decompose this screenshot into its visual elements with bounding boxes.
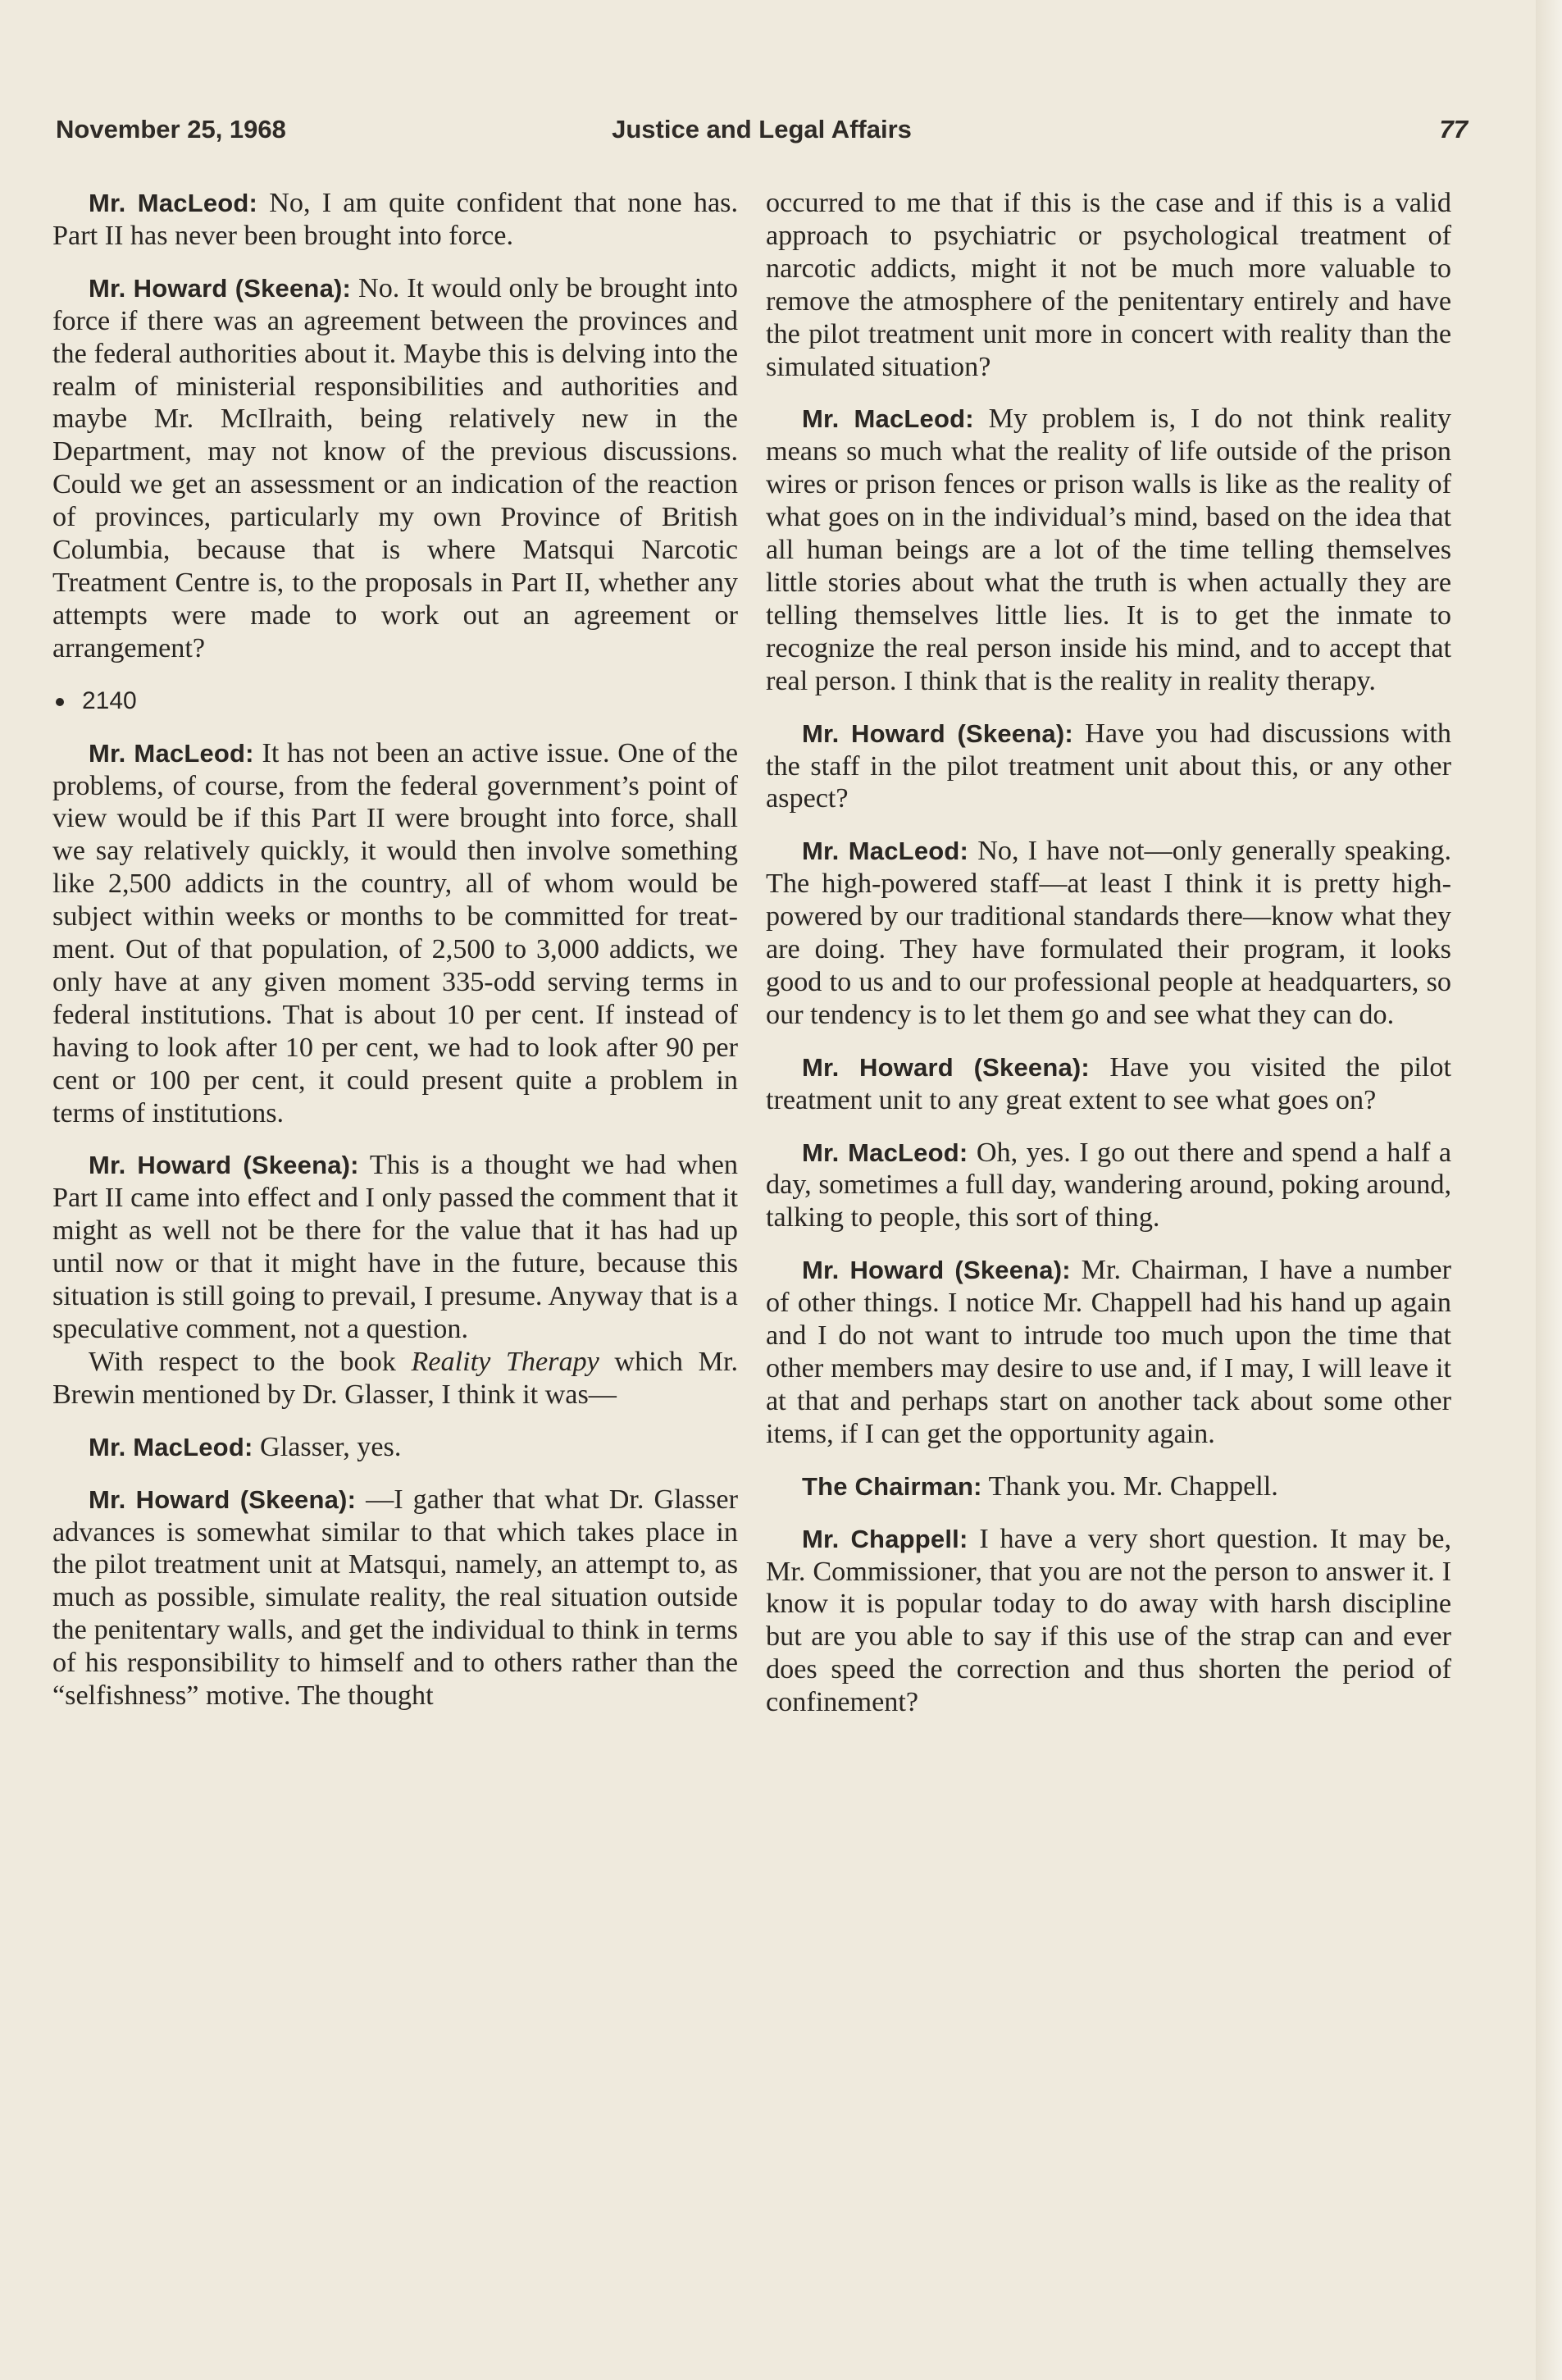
paragraph [766,835,1451,1031]
paragraph [52,1149,738,1345]
paragraph-text: This is a thought we had when Part II came into effect and I only passed the comment that it might as well not be there for the value that it has had up until now or that it might have in the future, because this situation is still going to prevail, I presume. Anyway that is a speculative comment, not a question. [52,1150,738,1344]
speaker-name: Mr. MacLeod: [89,738,254,768]
left-column [52,187,738,1712]
paragraph-text: It has not been an active issue. One of the problems, of course, from the federal government’s point of view would be if this Part II were brought into force, shall we say relatively quickly, it would then involve something like 2,500 addicts in the country, all of whom would be subject within weeks or months to be committed for treatment. Out of that population, of 2,500 to 3,000 addicts, we only have at any given moment 335-odd serving terms in federal institutions. That is about 10 per cent. If instead of having to look after 10 per cent, we had to look after 90 per cent or 100 per cent, it could present quite a problem in terms of institutions. [52,737,738,1128]
paragraph [766,1254,1451,1450]
paragraph-text: No. It would only be brought into force if there was an agreement between the provinces and the federal authorities about it. Maybe this is delving into the realm of ministerial responsibilities and authorities and maybe Mr. McIlraith, being relatively new in the Department, may not know of the previous discussions. Could we get an assessment or an indication of the reaction of provinces, particularly my own Province of British Columbia, because that is where Matsqui Narcotic Treatment Centre is, to the proposals in Part II, whether any attempts were made to work out an agreement or arrangement? [52,272,738,663]
paragraph [766,718,1451,816]
header-date: November 25, 1968 [56,115,286,144]
paragraph [52,187,738,253]
paragraph-text: Glasser, yes. [253,1431,402,1462]
paragraph [766,1523,1451,1719]
header-title: Justice and Legal Affairs [612,115,912,144]
right-column [766,187,1451,1719]
paragraph-text: —I gather that what Dr. Glasser advances is somewhat similar to that which takes place in the pilot treatment unit at Matsqui, namely, an attempt to, as much as possible, simulate reality, the real situation outside the penitentary walls, and get the individual to think in terms of his responsibility to himself and to others rather than the “selfishness” motive. The thought [52,1484,738,1712]
paragraph-text: I have a very short question. It may be, Mr. Commissioner, that you are not the person to answer it. I know it is popular today to do away with harsh discipline but are you able to say if this use of the strap can and ever does speed the correction and thus shorten the period of confinement? [766,1523,1451,1718]
paragraph-text: With respect to the book [89,1346,412,1377]
paragraph [52,737,738,1130]
page-edge [1536,0,1562,2380]
speaker-name: Mr. Howard (Skeena): [802,718,1073,748]
paragraph-text: Have you visited the pilot treatment unit to any great extent to see what goes on? [766,1051,1451,1115]
paragraph-text: Oh, yes. I go out there and spend a half a day, sometimes a full day, wandering around, poking around, talking to people, this sort of thing. [766,1137,1451,1233]
speaker-name: Mr. Howard (Skeena): [89,273,352,303]
speaker-name: Mr. MacLeod: [89,189,258,217]
time-marker [52,685,738,718]
paragraph-text: Thank you. Mr. Chappell. [981,1470,1278,1502]
paragraph-text: occurred to me that if this is the case and if this is a valid approach to psychiatric or psychological treatment of narcotic addicts, might it not be much more valuable to remove the atmosphere of the penitentary entirely and have the pilot treatment unit more in concert with reality than the simulated situation? [766,188,1451,382]
paragraph-text: My problem is, I do not think reality means so much what the reality of life outside of the prison wires or prison fences or prison walls is like as the reality of what goes on in the individual’s mind, based on the idea that all human beings are a lot of the time telling themselves little stories about what the truth is when actually they are telling themselves little lies. It is to get the inmate to recognize the real person inside his mind, and to accept that real person. I think that is the reality in reality therapy. [766,404,1451,696]
paragraph-text: No, I have not—only generally speaking. The high-powered staff—at least I think it is pretty high-powered by our traditional standards there—know what they are doing. They have formulated their program, it looks good to us and to our professional people at headquarters, so our tendency is to let them go and see what they can do. [766,836,1451,1030]
speaker-name: The Chairman: [802,1471,982,1501]
page-number: 77 [1439,115,1468,144]
paragraph [766,187,1451,383]
speaker-name: Mr. Chappell: [802,1524,968,1553]
paragraph [766,1051,1451,1117]
speaker-name: Mr. MacLeod: [802,1138,968,1167]
speaker-name: Mr. Howard (Skeena): [89,1151,359,1180]
paragraph-text: No, I am quite confident that none has. Part II has never been brought into force. [52,188,738,251]
paragraph [766,1470,1451,1503]
running-header [56,115,1468,151]
bullet-dot [56,698,64,706]
speaker-name: Mr. Howard (Skeena): [802,1052,1090,1082]
time-marker-value: 2140 [82,686,137,714]
speaker-name: Mr. MacLeod: [89,1432,253,1461]
paragraph [766,403,1451,697]
speaker-name: Mr. Howard (Skeena): [802,1256,1071,1285]
paragraph-text: Have you had discussions with the staff in the pilot treatment unit about this, or any other aspect? [766,718,1451,814]
paragraph [52,1431,738,1464]
paragraph [52,1484,738,1712]
paragraph-text: Mr. Chairman, I have a number of other things. I notice Mr. Chappell had his hand up again and I do not want to intrude too much upon the time that other members may desire to use and, if I may, I will leave it at that and perhaps start on another tack about some other items, if I can get the opportunity again. [766,1255,1451,1449]
speaker-name: Mr. MacLeod: [802,837,969,866]
speaker-name: Mr. Howard (Skeena): [89,1484,357,1514]
paragraph-text: which Mr. Brewin mentioned by Dr. Glasser, I think it was— [52,1346,738,1410]
paragraph [52,1346,738,1411]
paragraph [52,272,738,665]
speaker-name: Mr. MacLeod: [802,404,974,434]
book-title: Reality Therapy [411,1346,599,1377]
paragraph [766,1137,1451,1235]
